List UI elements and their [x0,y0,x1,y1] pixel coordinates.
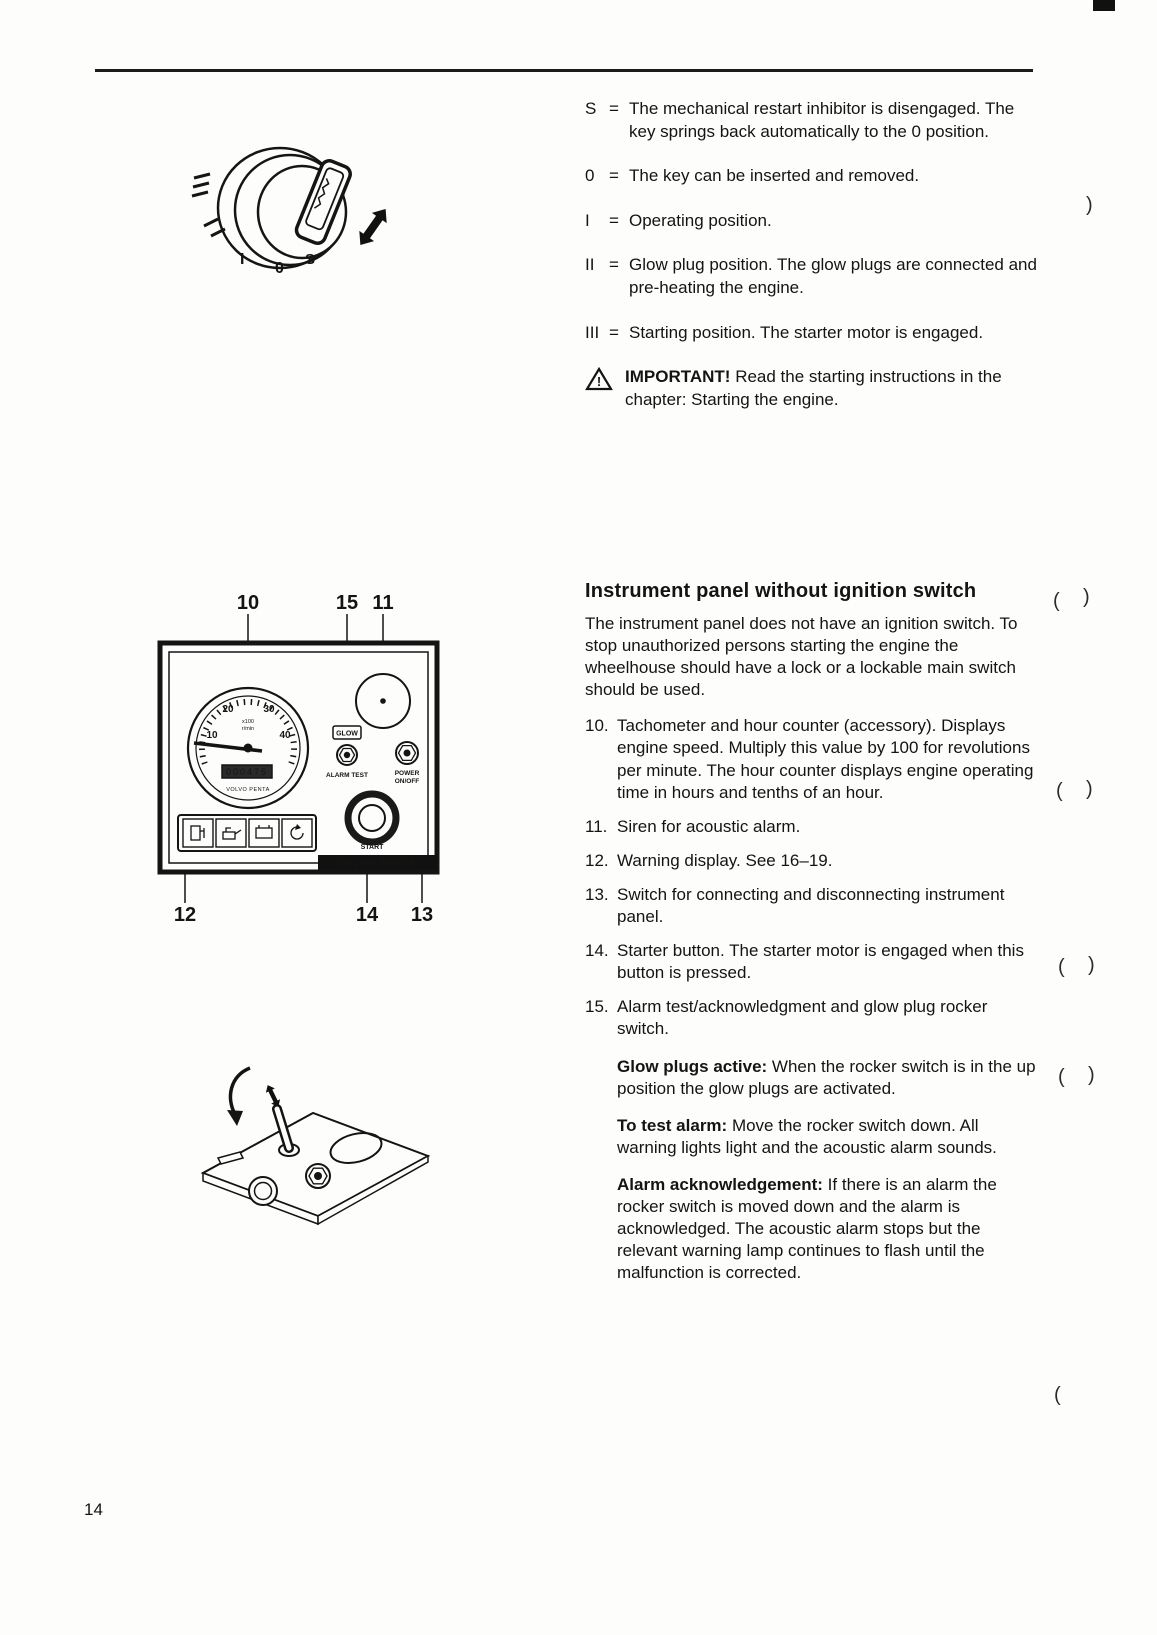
equals-sign: = [609,166,619,186]
key-position-legend [585,98,1037,411]
position-mark-III [192,174,210,196]
scan-artifact: ( [1053,590,1060,612]
scan-artifact: ) [1086,778,1093,800]
hour-counter-digits: 000475 [225,767,269,777]
list-text: Tachometer and hour counter (accessory). Displays engine speed. Multiply this value by 100 for revolutions per minute. The hour counter displays engine operating time in hours and tenths of an hour. [617,716,1034,802]
power-label-1: POWER [394,770,420,777]
svg-text:!: ! [596,374,602,390]
list-text: Alarm test/acknowledgment and glow plug rocker switch. [617,997,988,1039]
position-label-0: 0 [275,260,284,277]
tach-10: 10 [206,730,218,741]
para-glow-plugs-active [617,1056,1037,1100]
list-item-12 [585,850,1037,872]
para-to-test-alarm [617,1115,1037,1159]
list-number: 11. [585,816,608,836]
power-switch [396,742,418,764]
list-item-14 [585,940,1037,984]
power-label-2: ON/OFF [394,778,420,785]
list-item-15 [585,996,1037,1040]
page-number: 14 [84,1500,103,1519]
warning-triangle-icon [585,366,625,411]
warning-display [178,815,316,851]
legend-text: The mechanical restart inhibitor is disengaged. The key springs back automatically to the 0 position. [629,99,1015,141]
legend-item-s [585,98,1037,143]
callout-13: 13 [410,904,434,926]
legend-text: Operating position. [629,210,772,230]
hex-nut [306,1164,330,1188]
legend-item-ii [585,254,1037,299]
list-item-13 [585,884,1037,928]
important-label: IMPORTANT! [625,367,731,387]
position-label-S: S [305,251,316,268]
list-item-10 [585,715,1037,803]
section-intro: The instrument panel does not have an ignition switch. To stop unauthorized persons starting the engine the wheelhouse should have a lock or a lockable main switch should be used. [585,614,1018,700]
scan-artifact: ( [1056,780,1063,802]
tach-40: 40 [279,730,291,741]
para-lead: To test alarm: [617,1115,728,1135]
para-text: If there is an alarm the rocker switch is moved down and the alarm is acknowledged. The acoustic alarm stops but the relevant warning lamp continues to flash until the malfunction is corrected. [617,1174,997,1283]
scan-artifact: ( [1058,1066,1065,1088]
top-rule [95,69,1033,72]
equals-sign: = [609,255,619,275]
list-number: 13. [585,884,609,904]
scan-artifact: ) [1086,194,1093,216]
callout-15: 15 [335,592,359,614]
turn-direction-arrow-icon [353,204,393,250]
callout-14: 14 [355,904,379,926]
legend-item-iii [585,322,1037,345]
para-alarm-acknowledgement [617,1174,1037,1284]
glow-label: GLOW [336,730,358,738]
list-number: 12. [585,850,609,870]
scan-artifact: ( [1054,1384,1061,1406]
legend-item-i [585,210,1037,233]
rocker-switch-figure [188,1048,443,1228]
ignition-key-figure [180,120,435,300]
tach-unit-rmin: r/min [241,726,255,732]
para-lead: Alarm acknowledgement: [617,1174,823,1194]
equals-sign: = [609,210,619,230]
list-text: Warning display. See 16–19. [617,850,833,870]
callout-10: 10 [236,592,260,614]
scan-artifact: ) [1083,586,1090,608]
legend-symbol: III [585,322,600,342]
legend-item-0 [585,165,1037,188]
section-instrument-panel [585,578,1037,1284]
list-number: 10. [585,716,609,736]
legend-text: Glow plug position. The glow plugs are connected and pre-heating the engine. [629,255,1037,298]
legend-text: Starting position. The starter motor is engaged. [629,322,984,342]
list-text: Starter button. The starter motor is engaged when this button is pressed. [617,941,1024,983]
alarm-test-label: ALARM TEST [326,772,368,779]
para-text: Move the rocker switch down. All warning lights light and the acoustic alarm sounds. [617,1115,997,1157]
scan-artifact: ) [1088,1064,1095,1086]
start-label: START [360,844,384,851]
important-text [625,366,1037,411]
curved-arrow-icon [227,1068,250,1126]
tach-30: 30 [263,704,275,715]
brand-bar-label: VOLVO PENTA [337,858,417,868]
important-body: Read the starting instructions in the chapter: Starting the engine. [625,367,1002,409]
legend-symbol: II [585,255,595,275]
legend-symbol: I [585,210,590,230]
callout-11: 11 [372,592,394,614]
important-note [585,366,1037,411]
para-text: When the rocker switch is in the up position the glow plugs are activated. [617,1056,1036,1098]
section-title: Instrument panel without ignition switch [585,580,977,602]
position-label-I: I [240,251,245,268]
scan-artifact: ) [1088,954,1095,976]
alarm-test-switch [337,745,357,765]
legend-text: The key can be inserted and removed. [629,166,920,186]
legend-symbol: 0 [585,166,595,186]
list-number: 15. [585,997,609,1017]
list-text: Siren for acoustic alarm. [617,816,801,836]
scan-artifact: ( [1058,956,1065,978]
list-text: Switch for connecting and disconnecting instrument panel. [617,884,1005,927]
equals-sign: = [609,322,619,342]
instrument-panel-figure [148,583,453,928]
start-button [348,794,396,842]
tach-brand: VOLVO PENTA [226,787,270,793]
scan-corner-mark [1093,0,1115,11]
callout-12: 12 [173,904,197,926]
round-button [249,1177,277,1205]
tachometer-dial [188,688,308,808]
para-lead: Glow plugs active: [617,1056,768,1076]
tach-20: 20 [222,704,234,715]
siren [356,674,410,728]
list-number: 14. [585,941,609,961]
equals-sign: = [609,99,619,118]
tach-unit-x100: x100 [242,719,254,725]
legend-symbol: S [585,99,597,118]
list-item-11 [585,816,1037,838]
